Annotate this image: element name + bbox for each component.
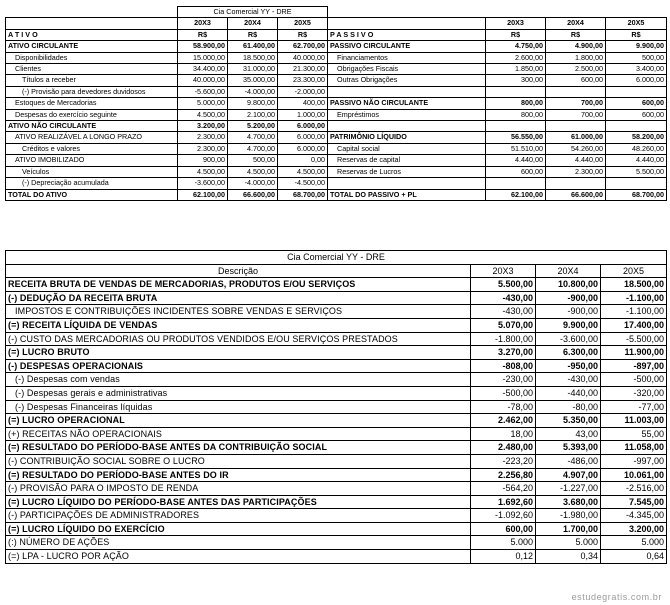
dre-value: -897,00	[601, 359, 667, 373]
ativo-year: 20X4	[228, 18, 278, 29]
dre-value: -5.500,00	[601, 332, 667, 346]
passivo-value: 1.850,00	[486, 64, 546, 75]
passivo-label: TOTAL DO PASSIVO + PL	[328, 189, 486, 200]
ativo-label: Despesas do exercício seguinte	[6, 109, 178, 120]
dre-value: -2.516,00	[601, 482, 667, 496]
ativo-value: 21.300,00	[278, 64, 328, 75]
ativo-value: 31.000,00	[228, 64, 278, 75]
dre-value: -1.100,00	[601, 305, 667, 319]
ativo-value: 2.300,00	[178, 143, 228, 154]
passivo-value: 68.700,00	[606, 189, 667, 200]
dre-value: 11.003,00	[601, 414, 667, 428]
ativo-value: 62.100,00	[178, 189, 228, 200]
dre-label: (-) PROVISÃO PARA O IMPOSTO DE RENDA	[6, 482, 471, 496]
dre-value: 5.000	[536, 536, 601, 550]
dre-value: 2.480,00	[471, 441, 536, 455]
dre-value: -77,00	[601, 400, 667, 414]
dre-value: 5.070,00	[471, 318, 536, 332]
watermark: estudegratis.com.br	[571, 592, 662, 602]
dre-value: 18,00	[471, 427, 536, 441]
passivo-value: 300,00	[486, 75, 546, 86]
ativo-label: Títulos a receber	[6, 75, 178, 86]
dre-value: 2.256,80	[471, 468, 536, 482]
ativo-value: 6.000,00	[278, 143, 328, 154]
dre-value: 18.500,00	[601, 278, 667, 292]
dre-value: -500,00	[471, 386, 536, 400]
balance-row	[6, 41, 667, 52]
passivo-value: 4.440,00	[606, 155, 667, 166]
dre-row	[6, 495, 667, 509]
balance-row	[6, 189, 667, 200]
ativo-label: TOTAL DO ATIVO	[6, 189, 178, 200]
passivo-value: 9.900,00	[606, 41, 667, 52]
balance-row	[6, 64, 667, 75]
dre-value: -486,00	[536, 454, 601, 468]
dre-row	[6, 454, 667, 468]
balance-row	[6, 98, 667, 109]
passivo-value: 58.200,00	[606, 132, 667, 143]
ativo-value: 900,00	[178, 155, 228, 166]
dre-label: (-) Despesas com vendas	[6, 373, 471, 387]
ativo-value: 3.200,00	[178, 121, 228, 132]
passivo-year: 20X4	[546, 18, 606, 29]
dre-label: (-) PARTICIPAÇÕES DE ADMINISTRADORES	[6, 509, 471, 523]
balance-years-row	[6, 18, 667, 29]
passivo-value: 700,00	[546, 98, 606, 109]
balance-row	[6, 109, 667, 120]
ativo-value: 400,00	[278, 98, 328, 109]
dre-value: 0,12	[471, 550, 536, 564]
ativo-value: 40.000,00	[278, 52, 328, 63]
passivo-value	[486, 178, 546, 189]
passivo-value: 700,00	[546, 109, 606, 120]
currency-label: R$	[278, 29, 328, 40]
dre-value: 2.462,00	[471, 414, 536, 428]
dre-value: 4.907,00	[536, 468, 601, 482]
passivo-value: 1.800,00	[546, 52, 606, 63]
dre-value: 600,00	[471, 522, 536, 536]
dre-row	[6, 359, 667, 373]
passivo-label: PASSIVO NÃO CIRCULANTE	[328, 98, 486, 109]
dre-value: 5.000	[601, 536, 667, 550]
dre-value: 10.061,00	[601, 468, 667, 482]
dre-value: -950,00	[536, 359, 601, 373]
ativo-value: 15.000,00	[178, 52, 228, 63]
balance-row	[6, 121, 667, 132]
dre-title-row	[6, 251, 667, 265]
dre-label: (-) CONTRIBUIÇÃO SOCIAL SOBRE O LUCRO	[6, 454, 471, 468]
ativo-value: 2.300,00	[178, 132, 228, 143]
passivo-year: 20X3	[486, 18, 546, 29]
dre-row	[6, 522, 667, 536]
passivo-value: 4.440,00	[546, 155, 606, 166]
balance-sheet-body	[6, 7, 667, 201]
ativo-value: 23.300,00	[278, 75, 328, 86]
ativo-value: 2.100,00	[228, 109, 278, 120]
dre-row	[6, 278, 667, 292]
passivo-value: 56.550,00	[486, 132, 546, 143]
ativo-value: 4.700,00	[228, 143, 278, 154]
ativo-value: 5.000,00	[178, 98, 228, 109]
passivo-value	[546, 121, 606, 132]
passivo-label: Reservas de capital	[328, 155, 486, 166]
dre-row	[6, 305, 667, 319]
dre-row	[6, 427, 667, 441]
ativo-value: 6.000,00	[278, 132, 328, 143]
passivo-label: Financiamentos	[328, 52, 486, 63]
dre-value: 5.350,00	[536, 414, 601, 428]
ativo-value: 4.700,00	[228, 132, 278, 143]
dre-row	[6, 441, 667, 455]
dre-value: -1.980,00	[536, 509, 601, 523]
ativo-value: 62.700,00	[278, 41, 328, 52]
passivo-value: 66.600,00	[546, 189, 606, 200]
dre-value: -78,00	[471, 400, 536, 414]
ativo-value: 9.800,00	[228, 98, 278, 109]
dre-value: 3.680,00	[536, 495, 601, 509]
dre-label: (-) Despesas gerais e administrativas	[6, 386, 471, 400]
passivo-value	[606, 178, 667, 189]
dre-value: 11.900,00	[601, 346, 667, 360]
dre-label: RECEITA BRUTA DE VENDAS DE MERCADORIAS, PRODUTOS E/OU SERVIÇOS	[6, 278, 471, 292]
dre-value: 5.500,00	[471, 278, 536, 292]
dre-title: Cia Comercial YY - DRE	[6, 251, 667, 265]
passivo-value: 600,00	[486, 166, 546, 177]
passivo-label: Empréstimos	[328, 109, 486, 120]
balance-title-row	[6, 7, 667, 18]
balance-row	[6, 143, 667, 154]
ativo-value: 4.500,00	[278, 166, 328, 177]
dre-row	[6, 400, 667, 414]
dre-row	[6, 468, 667, 482]
currency-label: R$	[546, 29, 606, 40]
balance-title: Cia Comercial YY - DRE	[178, 7, 328, 18]
dre-label: (-) DESPESAS OPERACIONAIS	[6, 359, 471, 373]
dre-value: 5.393,00	[536, 441, 601, 455]
dre-value: 0,64	[601, 550, 667, 564]
ativo-value: -3.600,00	[178, 178, 228, 189]
ativo-value: -5.600,00	[178, 86, 228, 97]
ativo-year: 20X3	[178, 18, 228, 29]
dre-label: (+) RECEITAS NÃO OPERACIONAIS	[6, 427, 471, 441]
dre-value: 9.900,00	[536, 318, 601, 332]
passivo-value: 2.300,00	[546, 166, 606, 177]
passivo-value: 600,00	[606, 109, 667, 120]
dre-value: -320,00	[601, 386, 667, 400]
dre-row	[6, 482, 667, 496]
passivo-label	[328, 178, 486, 189]
balance-row	[6, 166, 667, 177]
passivo-label: PASSIVO CIRCULANTE	[328, 41, 486, 52]
dre-row	[6, 373, 667, 387]
balance-row	[6, 52, 667, 63]
ativo-value: -2.000,00	[278, 86, 328, 97]
ativo-value: 4.500,00	[228, 166, 278, 177]
dre-header-row	[6, 264, 667, 278]
balance-row	[6, 132, 667, 143]
passivo-value: 4.900,00	[546, 41, 606, 52]
passivo-value: 800,00	[486, 98, 546, 109]
dre-value: 7.545,00	[601, 495, 667, 509]
ativo-label: ATIVO REALIZÁVEL A LONGO PRAZO	[6, 132, 178, 143]
dre-value: -440,00	[536, 386, 601, 400]
ativo-label: Clientes	[6, 64, 178, 75]
dre-col-year: 20X5	[601, 264, 667, 278]
dre-value: -430,00	[536, 373, 601, 387]
passivo-value: 48.260,00	[606, 143, 667, 154]
passivo-value	[486, 121, 546, 132]
dre-value: 17.400,00	[601, 318, 667, 332]
dre-label: (=) LPA - LUCRO POR AÇÃO	[6, 550, 471, 564]
ativo-label: ATIVO NÃO CIRCULANTE	[6, 121, 178, 132]
dre-row	[6, 291, 667, 305]
balance-row	[6, 86, 667, 97]
dre-value: 43,00	[536, 427, 601, 441]
passivo-value: 3.400,00	[606, 64, 667, 75]
passivo-value: 54.260,00	[546, 143, 606, 154]
dre-col-description: Descrição	[6, 264, 471, 278]
passivo-label: Outras Obrigações	[328, 75, 486, 86]
dre-label: (=) RECEITA LÍQUIDA DE VENDAS	[6, 318, 471, 332]
dre-value: -430,00	[471, 305, 536, 319]
ativo-value: 6.000,00	[278, 121, 328, 132]
ativo-year: 20X5	[278, 18, 328, 29]
ativo-label: Disponibilidades	[6, 52, 178, 63]
dre-value: 3.270,00	[471, 346, 536, 360]
balance-row	[6, 178, 667, 189]
ativo-label: Créditos e valores	[6, 143, 178, 154]
ativo-value: 35.000,00	[228, 75, 278, 86]
passivo-value: 500,00	[606, 52, 667, 63]
passivo-value: 2.500,00	[546, 64, 606, 75]
passivo-value: 6.000,00	[606, 75, 667, 86]
dre-label: (-) Despesas Financeiras líquidas	[6, 400, 471, 414]
dre-row	[6, 332, 667, 346]
currency-label: R$	[178, 29, 228, 40]
dre-value: 3.200,00	[601, 522, 667, 536]
dre-value: 1.692,60	[471, 495, 536, 509]
dre-value: -997,00	[601, 454, 667, 468]
ativo-value: -4.500,00	[278, 178, 328, 189]
dre-label: (=) RESULTADO DO PERÍODO-BASE ANTES DO IR	[6, 468, 471, 482]
currency-label: R$	[228, 29, 278, 40]
dre-value: -4.345,00	[601, 509, 667, 523]
passivo-value: 800,00	[486, 109, 546, 120]
dre-value: -1.100,00	[601, 291, 667, 305]
passivo-value	[486, 86, 546, 97]
ativo-label: (-) Provisão para devedores duvidosos	[6, 86, 178, 97]
ativo-value: 4.500,00	[178, 109, 228, 120]
dre-value: -430,00	[471, 291, 536, 305]
passivo-value	[546, 178, 606, 189]
dre-value: -808,00	[471, 359, 536, 373]
passivo-label	[328, 86, 486, 97]
ativo-value: 4.500,00	[178, 166, 228, 177]
dre-value: -500,00	[601, 373, 667, 387]
passivo-label: Obrigações Fiscais	[328, 64, 486, 75]
passivo-value: 5.500,00	[606, 166, 667, 177]
ativo-value: 66.600,00	[228, 189, 278, 200]
passivo-value	[606, 86, 667, 97]
passivo-value: 600,00	[546, 75, 606, 86]
passivo-label	[328, 121, 486, 132]
passivo-value: 4.440,00	[486, 155, 546, 166]
passivo-label: PATRIMÔNIO LÍQUIDO	[328, 132, 486, 143]
dre-value: -1.092,60	[471, 509, 536, 523]
ativo-label: Estoques de Mercadorias	[6, 98, 178, 109]
dre-value: 0,34	[536, 550, 601, 564]
ativo-value: -4.000,00	[228, 178, 278, 189]
currency-label: R$	[606, 29, 667, 40]
dre-table	[5, 250, 667, 564]
ativo-value: 61.400,00	[228, 41, 278, 52]
dre-value: 1.700,00	[536, 522, 601, 536]
ativo-value: 5.200,00	[228, 121, 278, 132]
passivo-label: Capital social	[328, 143, 486, 154]
dre-row	[6, 550, 667, 564]
ativo-value: 68.700,00	[278, 189, 328, 200]
dre-label: (=) LUCRO LÍQUIDO DO PERÍODO-BASE ANTES DAS PARTICIPAÇÕES	[6, 495, 471, 509]
dre-label: (=) LUCRO LÍQUIDO DO EXERCÍCIO	[6, 522, 471, 536]
dre-value: -230,00	[471, 373, 536, 387]
dre-label: (:) NÚMERO DE AÇÕES	[6, 536, 471, 550]
dre-label: (=) RESULTADO DO PERÍODO-BASE ANTES DA CONTRIBUIÇÃO SOCIAL	[6, 441, 471, 455]
dre-body	[6, 251, 667, 564]
dre-value: -223,20	[471, 454, 536, 468]
ativo-label: Veículos	[6, 166, 178, 177]
passivo-value: 4.750,00	[486, 41, 546, 52]
dre-value: 11.058,00	[601, 441, 667, 455]
dre-value: 55,00	[601, 427, 667, 441]
balance-row	[6, 75, 667, 86]
passivo-year: 20X5	[606, 18, 667, 29]
dre-value: -3.600,00	[536, 332, 601, 346]
dre-value: -80,00	[536, 400, 601, 414]
balance-row	[6, 155, 667, 166]
dre-row	[6, 509, 667, 523]
passivo-header: P A S S I V O	[328, 29, 486, 40]
dre-label: (=) LUCRO OPERACIONAL	[6, 414, 471, 428]
dre-value: 10.800,00	[536, 278, 601, 292]
dre-label: IMPOSTOS E CONTRIBUIÇÕES INCIDENTES SOBRE VENDAS E SERVIÇOS	[6, 305, 471, 319]
ativo-value: 1.000,00	[278, 109, 328, 120]
dre-value: 5.000	[471, 536, 536, 550]
dre-value: 6.300,00	[536, 346, 601, 360]
dre-value: -900,00	[536, 291, 601, 305]
passivo-value: 62.100,00	[486, 189, 546, 200]
passivo-value	[546, 86, 606, 97]
dre-row	[6, 346, 667, 360]
ativo-value: -4.000,00	[228, 86, 278, 97]
ativo-header: A T I V O	[6, 29, 178, 40]
passivo-value: 600,00	[606, 98, 667, 109]
dre-row	[6, 318, 667, 332]
dre-col-year: 20X3	[471, 264, 536, 278]
currency-label: R$	[486, 29, 546, 40]
balance-sheet-table	[5, 6, 667, 201]
passivo-value	[606, 121, 667, 132]
balance-header-row	[6, 29, 667, 40]
dre-row	[6, 386, 667, 400]
dre-value: -900,00	[536, 305, 601, 319]
ativo-label: ATIVO CIRCULANTE	[6, 41, 178, 52]
ativo-label: ATIVO IMOBILIZADO	[6, 155, 178, 166]
dre-col-year: 20X4	[536, 264, 601, 278]
dre-row	[6, 414, 667, 428]
dre-row	[6, 536, 667, 550]
passivo-label: Reservas de Lucros	[328, 166, 486, 177]
ativo-value: 34.400,00	[178, 64, 228, 75]
passivo-value: 61.000,00	[546, 132, 606, 143]
ativo-value: 40.000,00	[178, 75, 228, 86]
dre-label: (-) CUSTO DAS MERCADORIAS OU PRODUTOS VENDIDOS E/OU SERVIÇOS PRESTADOS	[6, 332, 471, 346]
dre-label: (-) DEDUÇÃO DA RECEITA BRUTA	[6, 291, 471, 305]
dre-label: (=) LUCRO BRUTO	[6, 346, 471, 360]
ativo-value: 58.900,00	[178, 41, 228, 52]
ativo-label: (-) Depreciação acumulada	[6, 178, 178, 189]
dre-value: -564,20	[471, 482, 536, 496]
ativo-value: 0,00	[278, 155, 328, 166]
ativo-value: 18.500,00	[228, 52, 278, 63]
passivo-value: 51.510,00	[486, 143, 546, 154]
ativo-value: 500,00	[228, 155, 278, 166]
dre-value: -1.227,00	[536, 482, 601, 496]
dre-value: -1.800,00	[471, 332, 536, 346]
passivo-value: 2.600,00	[486, 52, 546, 63]
